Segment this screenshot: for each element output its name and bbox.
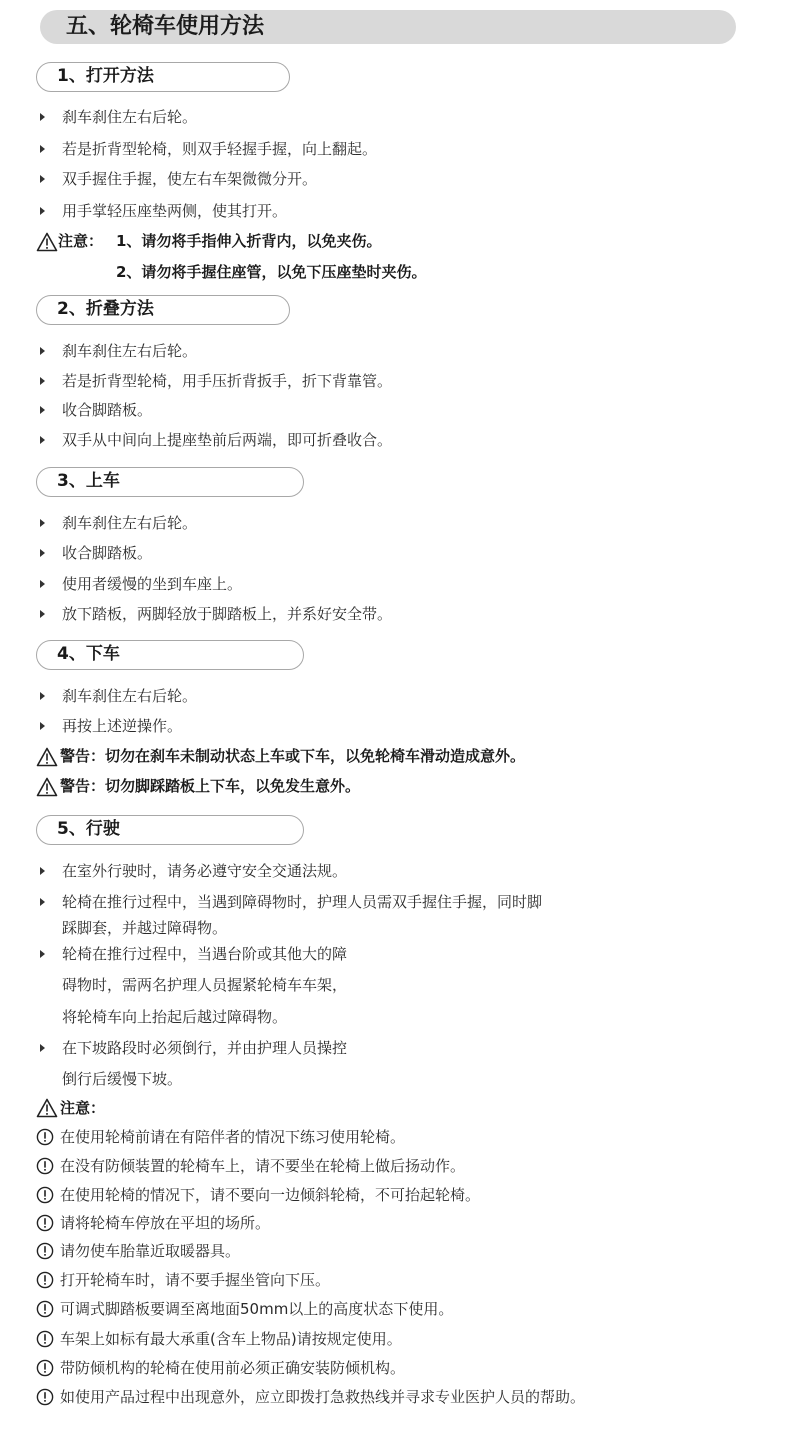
bullet-icon <box>40 867 45 875</box>
list-item: 轮椅在推行过程中，当遇台阶或其他大的障 <box>62 945 348 963</box>
caution-icon <box>36 1242 54 1260</box>
list-item: 在下坡路段时必须倒行，并由护理人员操控 <box>62 1039 348 1057</box>
bullet-icon <box>40 950 45 958</box>
caution-icon <box>36 1186 54 1204</box>
bullet-icon <box>40 347 45 355</box>
caution-item: 可调式脚踏板要调至离地面50mm以上的高度状态下使用。 <box>60 1300 454 1318</box>
caution-item: 在使用轮椅的情况下，请不要向一边倾斜轮椅，不可抬起轮椅。 <box>60 1186 481 1204</box>
caution-icon <box>36 1157 54 1175</box>
list-item: 双手握住手握，使左右车架微微分开。 <box>62 170 318 188</box>
warning-icon <box>36 232 58 252</box>
caution-item: 在使用轮椅前请在有陪伴者的情况下练习使用轮椅。 <box>60 1128 406 1146</box>
list-item: 收合脚踏板。 <box>62 401 153 419</box>
page-title: 五、轮椅车使用方法 <box>40 10 736 44</box>
list-item: 再按上述逆操作。 <box>62 717 183 735</box>
list-item: 刹车刹住左右后轮。 <box>62 687 198 705</box>
bullet-icon <box>40 175 45 183</box>
bullet-icon <box>40 580 45 588</box>
bullet-icon <box>40 406 45 414</box>
caution-item: 请勿使车胎靠近取暖器具。 <box>60 1242 241 1260</box>
list-item: 刹车刹住左右后轮。 <box>62 514 198 532</box>
bullet-icon <box>40 549 45 557</box>
caution-icon <box>36 1330 54 1348</box>
caution-icon <box>36 1388 54 1406</box>
list-item: 若是折背型轮椅，则双手轻握手握，向上翻起。 <box>62 140 378 158</box>
bullet-icon <box>40 113 45 121</box>
bullet-icon <box>40 722 45 730</box>
list-item: 收合脚踏板。 <box>62 544 153 562</box>
section-fold-title: 2、折叠方法 <box>36 295 290 325</box>
caution-icon <box>36 1128 54 1146</box>
warning-icon <box>36 777 58 797</box>
list-item-continuation: 倒行后缓慢下坡。 <box>62 1070 183 1088</box>
caution-item: 打开轮椅车时，请不要手握坐管向下压。 <box>60 1271 331 1289</box>
note-item: 2、请勿将手握住座管，以免下压座垫时夹伤。 <box>116 263 427 281</box>
warning-text: 警告：切勿脚踩踏板上下车，以免发生意外。 <box>60 777 361 795</box>
warning-icon <box>36 1098 58 1118</box>
note-item: 1、请勿将手指伸入折背内，以免夹伤。 <box>116 232 382 250</box>
section-open-title: 1、打开方法 <box>36 62 290 92</box>
caution-icon <box>36 1300 54 1318</box>
list-item: 双手从中间向上提座垫前后两端，即可折叠收合。 <box>62 431 393 449</box>
bullet-icon <box>40 692 45 700</box>
caution-icon <box>36 1214 54 1232</box>
list-item: 放下踏板，两脚轻放于脚踏板上，并系好安全带。 <box>62 605 393 623</box>
bullet-icon <box>40 145 45 153</box>
caution-item: 车架上如标有最大承重(含车上物品)请按规定使用。 <box>60 1330 402 1348</box>
caution-icon <box>36 1271 54 1289</box>
bullet-icon <box>40 610 45 618</box>
list-item: 若是折背型轮椅，用手压折背扳手，折下背靠管。 <box>62 372 393 390</box>
caution-label: 注意： <box>60 1099 106 1117</box>
list-item-continuation: 踩脚套，并越过障碍物。 <box>62 919 228 937</box>
bullet-icon <box>40 207 45 215</box>
caution-item: 请将轮椅车停放在平坦的场所。 <box>60 1214 271 1232</box>
list-item: 轮椅在推行过程中，当遇到障碍物时，护理人员需双手握住手握，同时脚 <box>62 893 543 911</box>
bullet-icon <box>40 519 45 527</box>
caution-item: 带防倾机构的轮椅在使用前必须正确安装防倾机构。 <box>60 1359 406 1377</box>
bullet-icon <box>40 898 45 906</box>
warning-text: 警告：切勿在刹车未制动状态上车或下车，以免轮椅车滑动造成意外。 <box>60 747 526 765</box>
section-board-title: 3、上车 <box>36 467 304 497</box>
caution-icon <box>36 1359 54 1377</box>
list-item-continuation: 将轮椅车向上抬起后越过障碍物。 <box>62 1008 288 1026</box>
caution-item: 如使用产品过程中出现意外，应立即拨打急救热线并寻求专业医护人员的帮助。 <box>60 1388 586 1406</box>
caution-item: 在没有防倾装置的轮椅车上，请不要坐在轮椅上做后扬动作。 <box>60 1157 466 1175</box>
section-drive-title: 5、行驶 <box>36 815 304 845</box>
list-item: 刹车刹住左右后轮。 <box>62 108 198 126</box>
list-item: 使用者缓慢的坐到车座上。 <box>62 575 243 593</box>
warning-icon <box>36 747 58 767</box>
list-item: 在室外行驶时，请务必遵守安全交通法规。 <box>62 862 348 880</box>
bullet-icon <box>40 377 45 385</box>
bullet-icon <box>40 1044 45 1052</box>
note-label: 注意： <box>58 232 104 250</box>
bullet-icon <box>40 436 45 444</box>
list-item: 用手掌轻压座垫两侧，使其打开。 <box>62 202 288 220</box>
list-item: 刹车刹住左右后轮。 <box>62 342 198 360</box>
list-item-continuation: 碍物时，需两名护理人员握紧轮椅车车架， <box>62 976 348 994</box>
section-alight-title: 4、下车 <box>36 640 304 670</box>
